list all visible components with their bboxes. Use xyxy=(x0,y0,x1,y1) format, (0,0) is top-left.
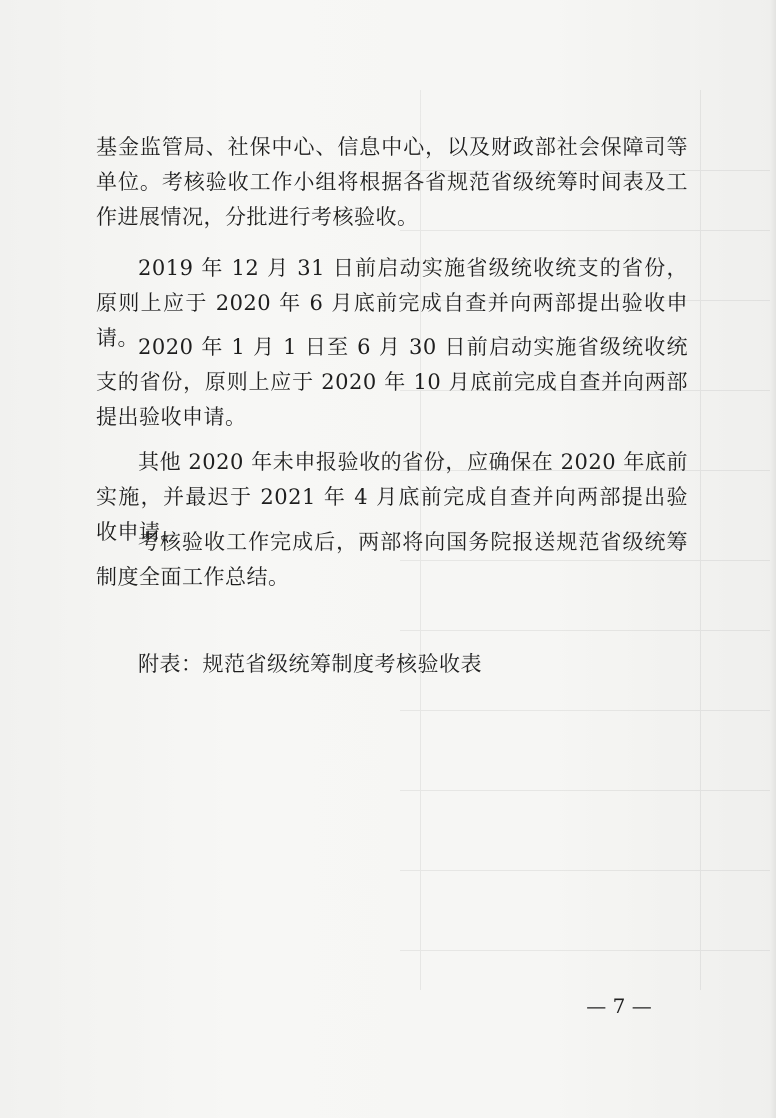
paragraph-1: 基金监管局、社保中心、信息中心，以及财政部社会保障司等单位。考核验收工作小组将根据各省规范省级统筹时间表及工作进展情况，分批进行考核验收。 xyxy=(96,135,688,229)
paragraph-5: 考核验收工作完成后，两部将向国务院报送规范省级统筹制度全面工作总结。 xyxy=(96,530,688,589)
paragraph-2: 2019 年 12 月 31 日前启动实施省级统收统支的省份，原则上应于 2020 年 6 月底前完成自查并向两部提出验收申请。 xyxy=(96,256,688,350)
page-edge-shadow xyxy=(770,0,776,1118)
paragraph-4: 其他 2020 年未申报验收的省份，应确保在 2020 年底前实施，并最迟于 2021 年 4 月底前完成自查并向两部提出验收申请。 xyxy=(96,450,688,544)
paragraph-3: 2020 年 1 月 1 日至 6 月 30 日前启动实施省级统收统支的省份，原则上应于 2020 年 10 月底前完成自查并向两部提出验收申请。 xyxy=(96,335,688,429)
page-number: — 7 — xyxy=(586,994,652,1018)
attachment-line: 附表：规范省级统筹制度考核验收表 xyxy=(138,652,482,676)
